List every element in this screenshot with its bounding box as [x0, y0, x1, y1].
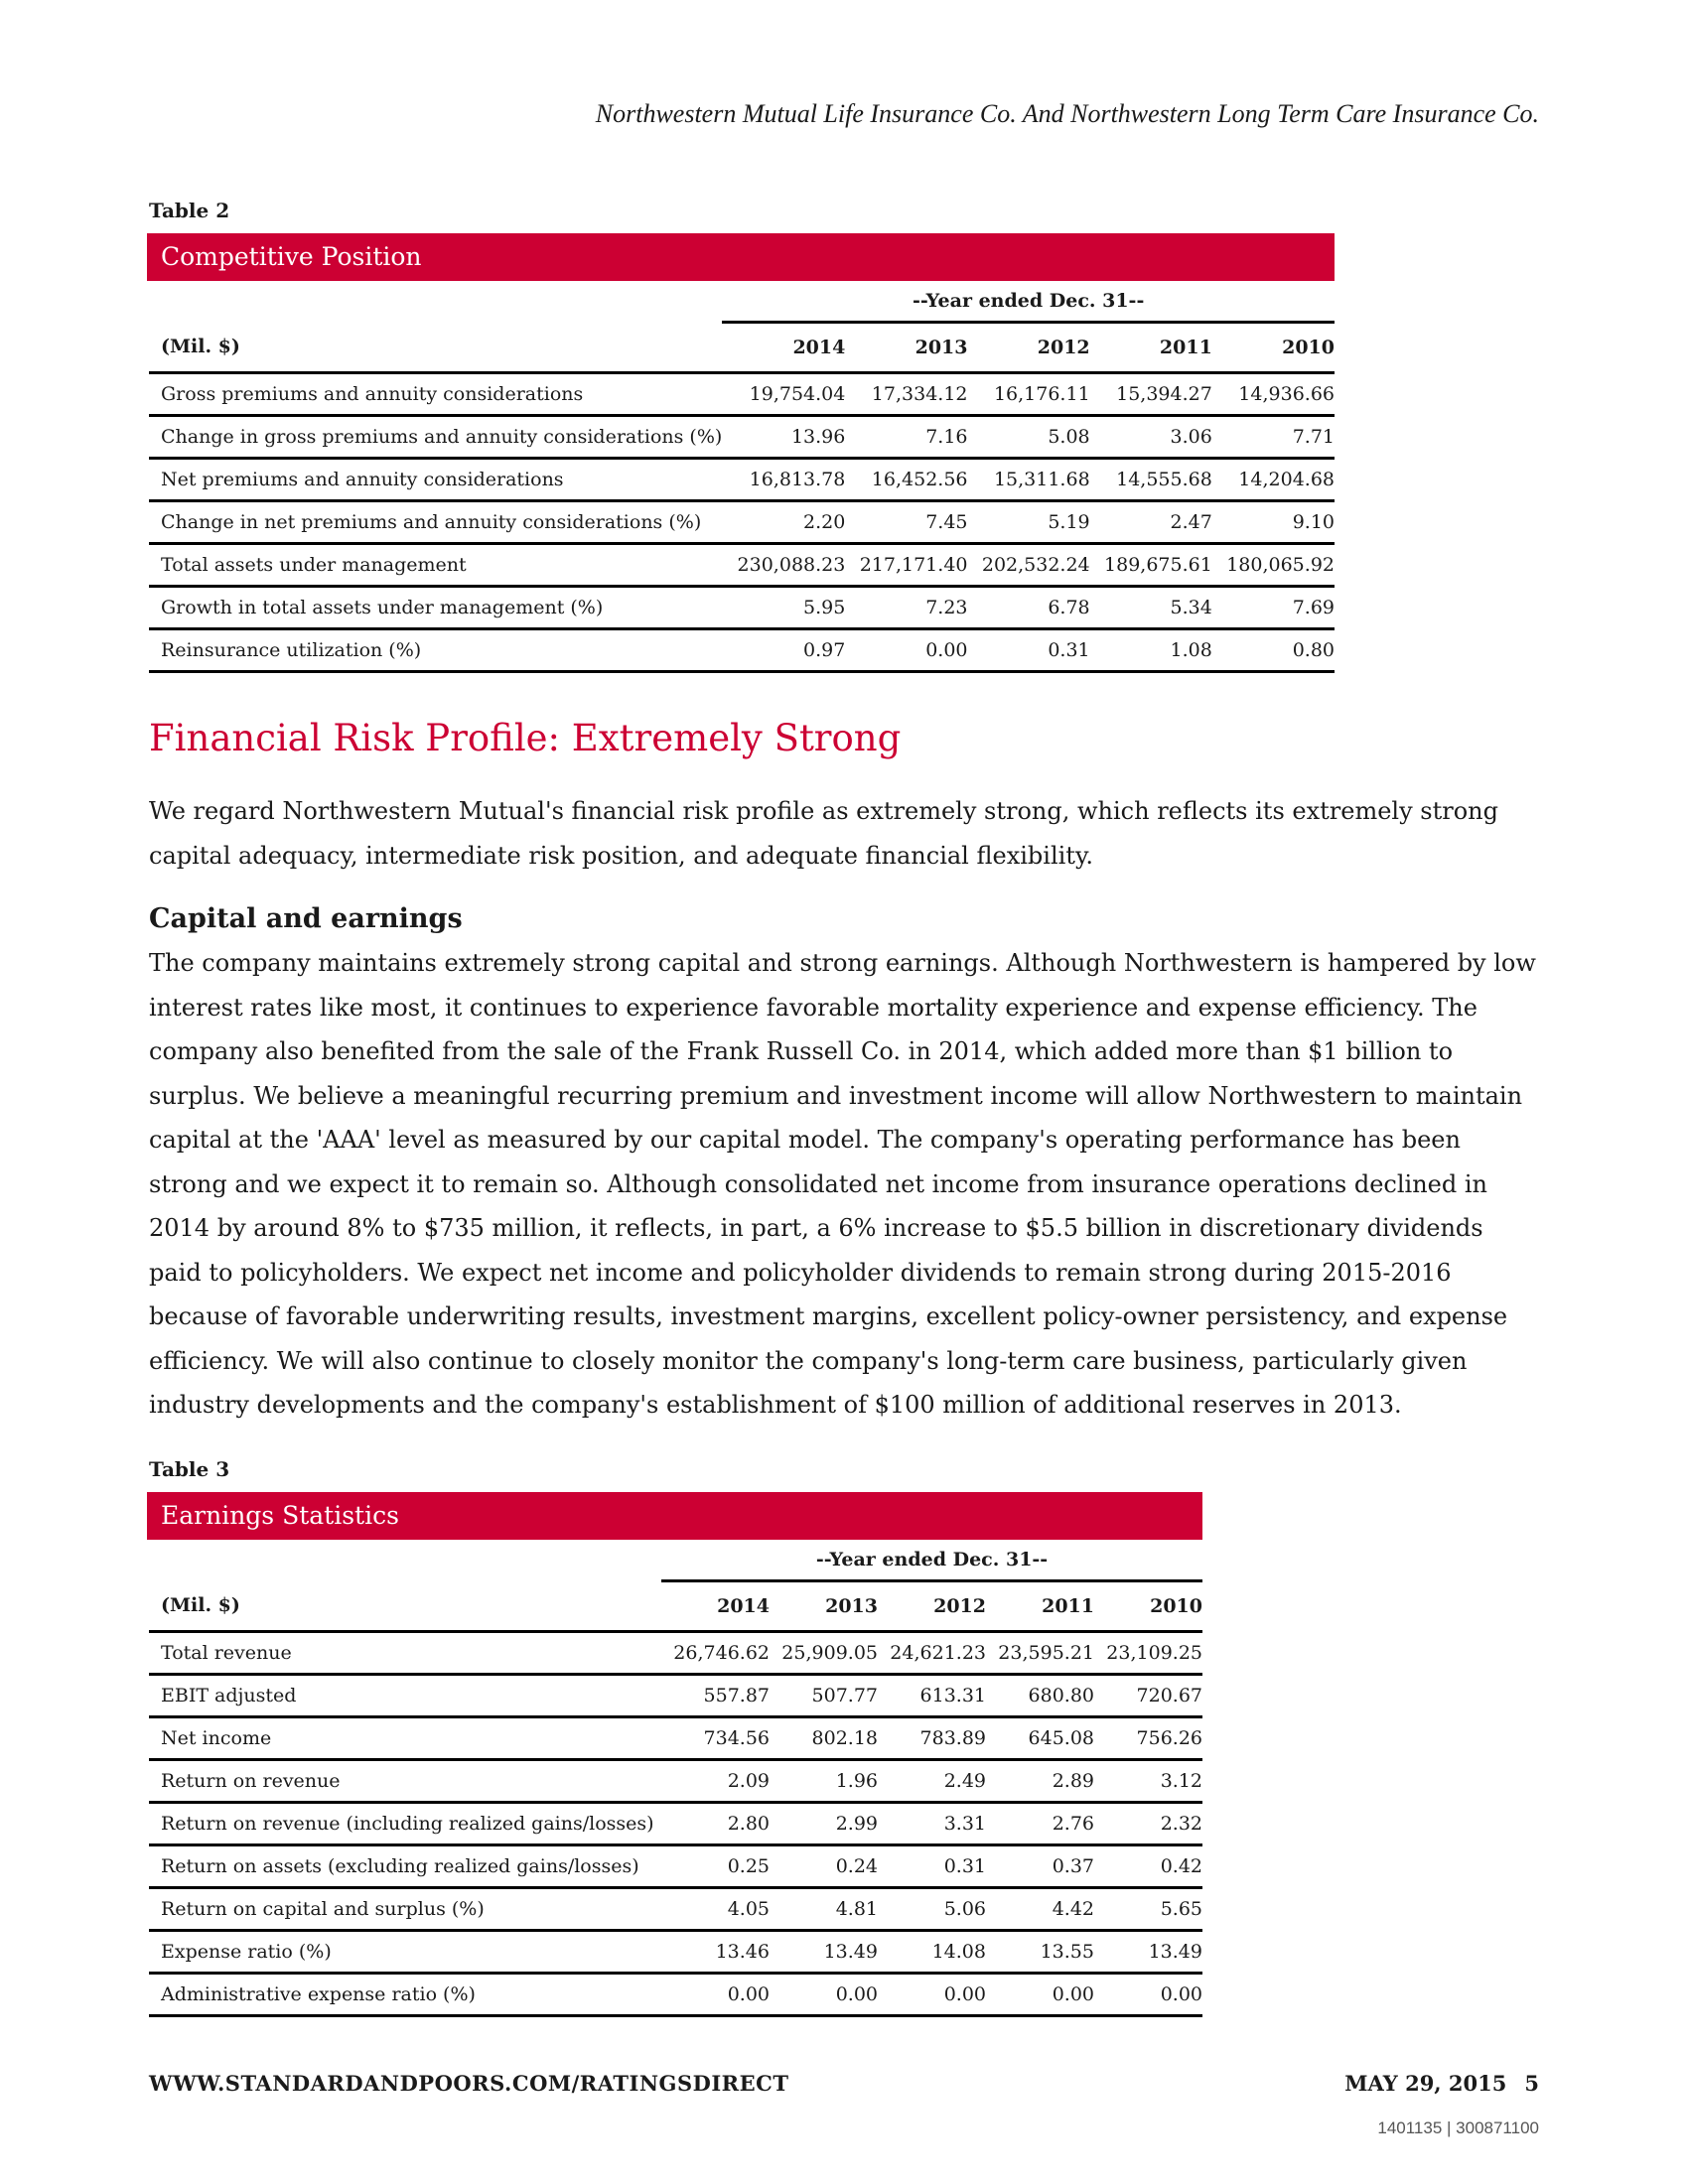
- cell-value: 6.78: [968, 587, 1090, 629]
- row-label: Return on assets (excluding realized gains/losses): [149, 1845, 661, 1888]
- cell-value: 4.42: [986, 1888, 1094, 1931]
- cell-value: 0.00: [770, 1974, 878, 2016]
- cell-value: 0.24: [770, 1845, 878, 1888]
- cell-value: 2.99: [770, 1803, 878, 1845]
- cell-value: 613.31: [878, 1675, 986, 1717]
- cell-value: 7.45: [845, 501, 967, 544]
- year-header: 2011: [986, 1581, 1094, 1632]
- cell-value: 557.87: [661, 1675, 770, 1717]
- cell-value: 15,394.27: [1090, 373, 1212, 416]
- cell-value: 7.69: [1212, 587, 1335, 629]
- row-label: Total assets under management: [149, 544, 722, 587]
- cell-value: 5.65: [1094, 1888, 1202, 1931]
- cell-value: 3.06: [1090, 416, 1212, 459]
- cell-value: 13.55: [986, 1931, 1094, 1974]
- cell-value: 14,936.66: [1212, 373, 1335, 416]
- cell-value: 14,555.68: [1090, 459, 1212, 501]
- row-label: EBIT adjusted: [149, 1675, 661, 1717]
- cell-value: 2.47: [1090, 501, 1212, 544]
- cell-value: 0.25: [661, 1845, 770, 1888]
- cell-value: 0.31: [968, 629, 1090, 672]
- cell-value: 16,176.11: [968, 373, 1090, 416]
- table-row: [149, 1675, 1202, 1717]
- cell-value: 180,065.92: [1212, 544, 1335, 587]
- competitive-position-table: [149, 281, 1335, 673]
- footer-date: MAY 29, 2015: [1344, 2071, 1507, 2096]
- table-row: [149, 1632, 1202, 1675]
- year-header: 2013: [845, 323, 967, 373]
- cell-value: 14.08: [878, 1931, 986, 1974]
- unit-label: (Mil. $): [149, 1581, 661, 1632]
- year-header: 2010: [1094, 1581, 1202, 1632]
- cell-value: 802.18: [770, 1717, 878, 1760]
- table-3-label: Table 3: [149, 1457, 230, 1481]
- row-label: Change in gross premiums and annuity considerations (%): [149, 416, 722, 459]
- table-row: [149, 587, 1335, 629]
- table-row: [149, 629, 1335, 672]
- cell-value: 0.00: [1094, 1974, 1202, 2016]
- year-header: 2014: [722, 323, 845, 373]
- cell-value: 2.20: [722, 501, 845, 544]
- cell-value: 0.42: [1094, 1845, 1202, 1888]
- cell-value: 16,813.78: [722, 459, 845, 501]
- cell-value: 5.06: [878, 1888, 986, 1931]
- row-label: Return on revenue (including realized gains/losses): [149, 1803, 661, 1845]
- cell-value: 25,909.05: [770, 1632, 878, 1675]
- year-header: 2012: [878, 1581, 986, 1632]
- cell-value: 4.81: [770, 1888, 878, 1931]
- cell-value: 13.49: [770, 1931, 878, 1974]
- cell-value: 783.89: [878, 1717, 986, 1760]
- table-row: [149, 1974, 1202, 2016]
- footer-document-id: 1401135 | 300871100: [1377, 2118, 1539, 2137]
- table-row: [149, 1845, 1202, 1888]
- cell-value: 19,754.04: [722, 373, 845, 416]
- cell-value: 5.08: [968, 416, 1090, 459]
- page-number: 5: [1524, 2071, 1539, 2096]
- row-label: Return on capital and surplus (%): [149, 1888, 661, 1931]
- cell-value: 217,171.40: [845, 544, 967, 587]
- table-column-header-row: [149, 1581, 1202, 1632]
- cell-value: 2.76: [986, 1803, 1094, 1845]
- cell-value: 189,675.61: [1090, 544, 1212, 587]
- earnings-statistics-table: [149, 1540, 1202, 2017]
- period-header: --Year ended Dec. 31--: [661, 1540, 1202, 1581]
- cell-value: 2.09: [661, 1760, 770, 1803]
- table-column-header-row: [149, 323, 1335, 373]
- table-3-title-banner: Earnings Statistics: [147, 1492, 1202, 1540]
- cell-value: 17,334.12: [845, 373, 967, 416]
- table-row: [149, 1760, 1202, 1803]
- page-header-title: Northwestern Mutual Life Insurance Co. And Northwestern Long Term Care Insurance Co.: [595, 99, 1539, 128]
- cell-value: 0.31: [878, 1845, 986, 1888]
- cell-value: 9.10: [1212, 501, 1335, 544]
- cell-value: 720.67: [1094, 1675, 1202, 1717]
- cell-value: 5.19: [968, 501, 1090, 544]
- cell-value: 24,621.23: [878, 1632, 986, 1675]
- row-label: Return on revenue: [149, 1760, 661, 1803]
- cell-value: 202,532.24: [968, 544, 1090, 587]
- cell-value: 5.34: [1090, 587, 1212, 629]
- cell-value: 23,595.21: [986, 1632, 1094, 1675]
- table-2-title-banner: Competitive Position: [147, 233, 1335, 281]
- table-period-header-row: [149, 1540, 1202, 1581]
- intro-paragraph: We regard Northwestern Mutual's financial risk profile as extremely strong, which reflects its extremely strong capital adequacy, intermediate risk position, and adequate financial flexibility.: [149, 797, 1498, 870]
- cell-value: 2.32: [1094, 1803, 1202, 1845]
- cell-value: 645.08: [986, 1717, 1094, 1760]
- cell-value: 3.12: [1094, 1760, 1202, 1803]
- cell-value: 0.00: [661, 1974, 770, 2016]
- cell-value: 756.26: [1094, 1717, 1202, 1760]
- row-label: Gross premiums and annuity considerations: [149, 373, 722, 416]
- year-header: 2011: [1090, 323, 1212, 373]
- cell-value: 0.80: [1212, 629, 1335, 672]
- table-row: [149, 1717, 1202, 1760]
- year-header: 2013: [770, 1581, 878, 1632]
- row-label: Growth in total assets under management (%): [149, 587, 722, 629]
- cell-value: 1.96: [770, 1760, 878, 1803]
- row-label: Net income: [149, 1717, 661, 1760]
- cell-value: 23,109.25: [1094, 1632, 1202, 1675]
- cell-value: 0.97: [722, 629, 845, 672]
- cell-value: 0.37: [986, 1845, 1094, 1888]
- footer-date-page: [1344, 2071, 1539, 2096]
- table-row: [149, 544, 1335, 587]
- footer-url: WWW.STANDARDANDPOORS.COM/RATINGSDIRECT: [149, 2071, 789, 2096]
- cell-value: 14,204.68: [1212, 459, 1335, 501]
- cell-value: 2.89: [986, 1760, 1094, 1803]
- row-label: Administrative expense ratio (%): [149, 1974, 661, 2016]
- cell-value: 680.80: [986, 1675, 1094, 1717]
- cell-value: 3.31: [878, 1803, 986, 1845]
- row-label: Total revenue: [149, 1632, 661, 1675]
- cell-value: 5.95: [722, 587, 845, 629]
- unit-label: (Mil. $): [149, 323, 722, 373]
- cell-value: 7.16: [845, 416, 967, 459]
- cell-value: 13.46: [661, 1931, 770, 1974]
- table-row: [149, 501, 1335, 544]
- cell-value: 0.00: [845, 629, 967, 672]
- period-header: --Year ended Dec. 31--: [722, 281, 1335, 323]
- year-header: 2014: [661, 1581, 770, 1632]
- row-label: Change in net premiums and annuity considerations (%): [149, 501, 722, 544]
- table-row: [149, 459, 1335, 501]
- table-period-header-row: [149, 281, 1335, 323]
- table-row: [149, 1931, 1202, 1974]
- row-label: Expense ratio (%): [149, 1931, 661, 1974]
- cell-value: 15,311.68: [968, 459, 1090, 501]
- section-title: Financial Risk Profile: Extremely Strong: [149, 717, 902, 759]
- table-row: [149, 416, 1335, 459]
- cell-value: 1.08: [1090, 629, 1212, 672]
- row-label: Net premiums and annuity considerations: [149, 459, 722, 501]
- cell-value: 2.80: [661, 1803, 770, 1845]
- cell-value: 26,746.62: [661, 1632, 770, 1675]
- row-label: Reinsurance utilization (%): [149, 629, 722, 672]
- cell-value: 0.00: [986, 1974, 1094, 2016]
- cell-value: 13.49: [1094, 1931, 1202, 1974]
- table-row: [149, 373, 1335, 416]
- table-row: [149, 1803, 1202, 1845]
- cell-value: 7.23: [845, 587, 967, 629]
- cell-value: 734.56: [661, 1717, 770, 1760]
- subheading-capital-earnings: Capital and earnings: [149, 903, 463, 934]
- year-header: 2012: [968, 323, 1090, 373]
- cell-value: 2.49: [878, 1760, 986, 1803]
- table-2-label: Table 2: [149, 199, 230, 222]
- table-row: [149, 1888, 1202, 1931]
- cell-value: 13.96: [722, 416, 845, 459]
- year-header: 2010: [1212, 323, 1335, 373]
- cell-value: 0.00: [878, 1974, 986, 2016]
- cell-value: 4.05: [661, 1888, 770, 1931]
- cell-value: 230,088.23: [722, 544, 845, 587]
- body-paragraph: The company maintains extremely strong capital and strong earnings. Although Northwestern is hampered by low interest rates like most, it continues to experience favorable mortality experience and expense efficiency. The company also benefited from the sale of the Frank Russell Co. in 2014, which added more than $1 billion to surplus. We believe a meaningful recurring premium and investment income will allow Northwestern to maintain capital at the 'AAA' level as measured by our capital model. The company's operating performance has been strong and we expect it to remain so. Although consolidated net income from insurance operations declined in 2014 by around 8% to $735 million, it reflects, in part, a 6% increase to $5.5 billion in discretionary dividends paid to policyholders. We expect net income and policyholder dividends to remain strong during 2015-2016 because of favorable underwriting results, investment margins, excellent policy-owner persistency, and expense efficiency. We will also continue to closely monitor the company's long-term care business, particularly given industry developments and the company's establishment of $100 million of additional reserves in 2013.: [149, 949, 1536, 1419]
- cell-value: 16,452.56: [845, 459, 967, 501]
- cell-value: 507.77: [770, 1675, 878, 1717]
- cell-value: 7.71: [1212, 416, 1335, 459]
